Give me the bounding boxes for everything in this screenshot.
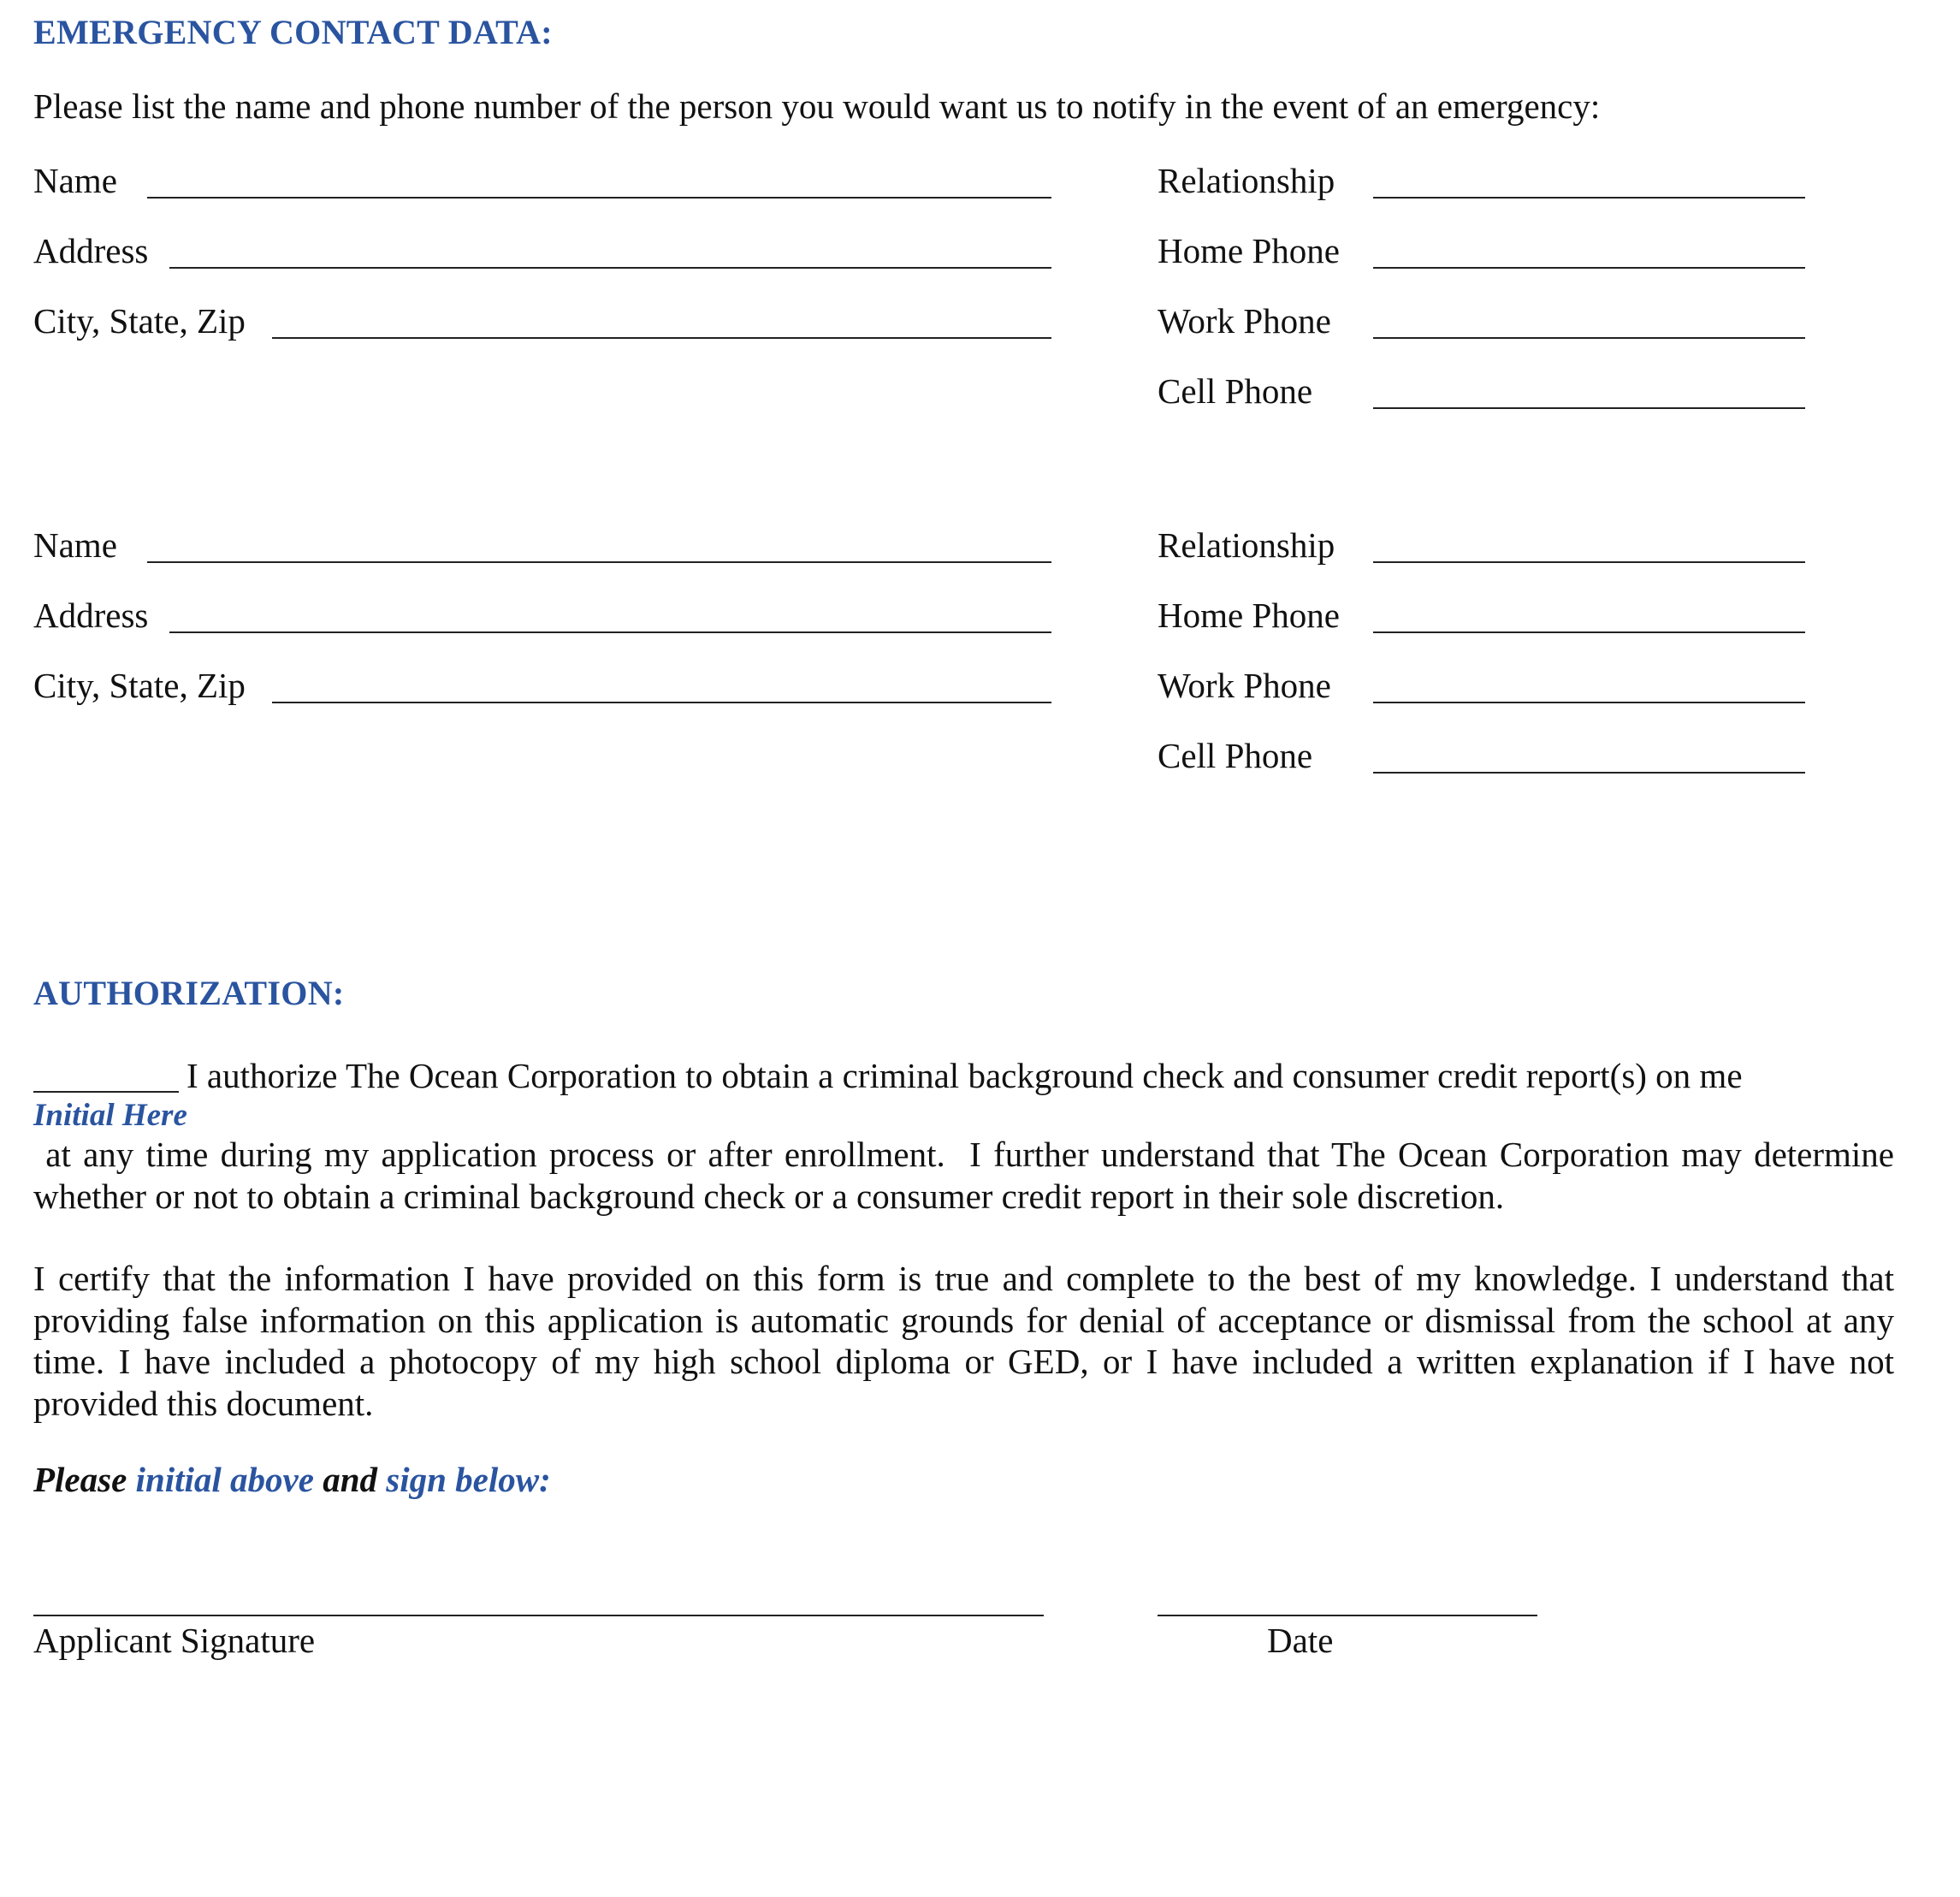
emergency-heading: EMERGENCY CONTACT DATA: [33,13,553,51]
authorize-statement: I authorize The Ocean Corporation to obtain a criminal background check and consumer credit report(s) on me [187,1056,1743,1095]
name-label: Name [33,525,117,565]
name-label: Name [33,161,117,200]
initial-here-label: Initial Here [33,1098,187,1133]
cell-phone-label: Cell Phone [1158,371,1313,411]
city-state-zip-label: City, State, Zip [33,666,246,705]
relationship-label: Relationship [1158,161,1335,200]
relationship-label: Relationship [1158,525,1335,565]
cell-phone-input-line[interactable] [1373,407,1805,409]
sign-instruction [33,1459,551,1500]
relationship-input-line[interactable] [1373,561,1805,563]
address-input-line[interactable] [169,631,1051,633]
city-state-zip-label: City, State, Zip [33,301,246,341]
applicant-signature-label: Applicant Signature [33,1621,316,1660]
date-label: Date [1267,1621,1334,1660]
home-phone-input-line[interactable] [1373,631,1805,633]
instruction-sign-below: sign below: [386,1460,551,1499]
initial-input-line[interactable] [33,1091,179,1093]
home-phone-label: Home Phone [1158,231,1340,270]
instruction-and: and [313,1460,387,1499]
cell-phone-input-line[interactable] [1373,772,1805,774]
signature-input-line[interactable] [33,1615,1044,1616]
emergency-intro: Please list the name and phone number of the person you would want us to notify in the event of an emergency: [33,86,1601,126]
name-input-line[interactable] [147,561,1051,563]
authorize-continued-paragraph: at any time during my application process or after enrollment. I further understand that The Ocean Corporation may determine whether or not to obtain a criminal background check or a consumer credit report in their sole discretion. [33,1135,1904,1216]
work-phone-label: Work Phone [1158,301,1331,341]
instruction-initial-above: initial above [135,1460,314,1499]
address-input-line[interactable] [169,267,1051,269]
certify-paragraph: I certify that the information I have provided on this form is true and complete to the best of my knowledge. I understand that providing false information on this application is automatic grounds for denial of acceptance or dismissal from the school at any time. I have included a photocopy of my high school diploma or GED, or I have included a written explanation if I have not provided this document. [33,1259,1894,1423]
date-input-line[interactable] [1158,1615,1537,1616]
cell-phone-label: Cell Phone [1158,736,1313,775]
address-label: Address [33,596,149,635]
relationship-input-line[interactable] [1373,197,1805,199]
authorization-heading: AUTHORIZATION: [33,974,345,1012]
work-phone-input-line[interactable] [1373,702,1805,703]
home-phone-label: Home Phone [1158,596,1340,635]
city-state-zip-input-line[interactable] [272,702,1051,703]
city-state-zip-input-line[interactable] [272,337,1051,339]
name-input-line[interactable] [147,197,1051,199]
work-phone-input-line[interactable] [1373,337,1805,339]
address-label: Address [33,231,149,270]
home-phone-input-line[interactable] [1373,267,1805,269]
work-phone-label: Work Phone [1158,666,1331,705]
instruction-please: Please [33,1460,136,1499]
